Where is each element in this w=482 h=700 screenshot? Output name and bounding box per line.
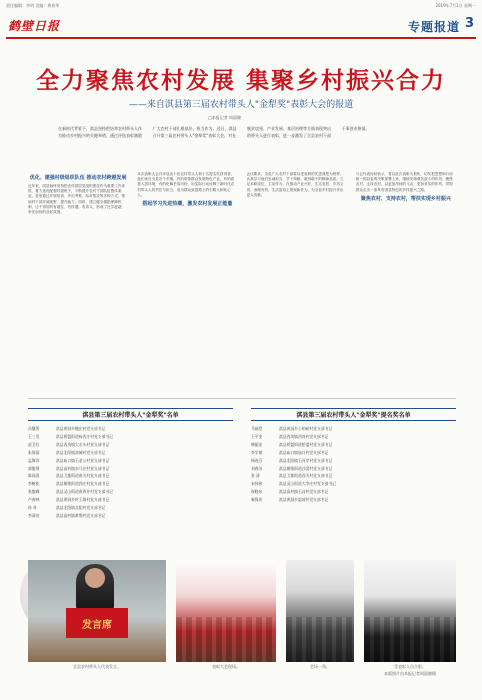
article-column-3 bbox=[247, 172, 347, 394]
article-column-4 bbox=[356, 172, 456, 394]
award-unit: 淇县朝歌街道郭庄村党支部书记 bbox=[56, 481, 110, 487]
award-row bbox=[28, 496, 233, 504]
paragraph-col-3: 会议要求，全县广大农村干部要以受表彰的先进典型为榜样，认真学习他们忠诚担当、甘于奉献、敢闯敢干的精神品质，立足本职岗位，主动作为，在推动产业兴旺、生态宜居、乡风文明、治理有效、生活富裕上展现新作为，为全县乡村振兴作出更大贡献。 bbox=[246, 172, 344, 197]
award-row bbox=[28, 433, 233, 441]
award-row bbox=[251, 441, 456, 449]
award-unit: 淇县灵山街道南四井村党支部书记 bbox=[56, 489, 113, 495]
award-row bbox=[28, 512, 233, 520]
page-meta-right: 2019年7月1日 星期一 bbox=[435, 3, 476, 8]
award-unit: 淇县朝歌街道沙窝村党支部书记 bbox=[279, 465, 333, 471]
award-name: 苗卫红 bbox=[28, 441, 40, 447]
award-name: 王三发 bbox=[28, 433, 40, 439]
award-row bbox=[251, 433, 456, 441]
group-photo bbox=[364, 560, 456, 662]
award-unit: 淇县北阳镇油城村党支部书记 bbox=[56, 449, 106, 455]
award-row bbox=[28, 449, 233, 457]
award-row bbox=[251, 425, 456, 433]
award-name: 崔晓东 bbox=[251, 489, 263, 495]
award-unit: 淇县西岗镇西岗村党支部书记 bbox=[279, 433, 329, 439]
award-unit: 淇县卫都街道西关村党支部书记 bbox=[279, 473, 333, 479]
award-list-nominees bbox=[251, 408, 456, 550]
audience bbox=[286, 617, 354, 662]
subhead-2: 搭起学习先进热潮，激发农村发展正能量 bbox=[142, 201, 233, 208]
award-name: 张俊峰 bbox=[28, 489, 40, 495]
award-name: 冯继智 bbox=[28, 426, 40, 431]
award-name: 马福堂 bbox=[251, 426, 263, 431]
award-name: 王平安 bbox=[251, 433, 263, 439]
audience-photo bbox=[286, 560, 354, 662]
award-row bbox=[28, 504, 233, 512]
award-row bbox=[251, 449, 456, 457]
award-unit: 淇县桥盟街道杨晋庄村党支部书记 bbox=[56, 433, 113, 439]
award-unit: 淇县高村镇石河村党支部书记 bbox=[279, 489, 329, 495]
subhead-3: 聚焦农村、支持农村，帮扶实现乡村振兴 bbox=[360, 195, 451, 202]
masthead-divider bbox=[6, 37, 476, 39]
award-row bbox=[251, 488, 456, 496]
award-list-winners bbox=[28, 408, 233, 550]
paragraph-col-1: 近年来，淇县始终坚持把农村基层党组织建设作为重要工作来抓，着力选优配强村级班子，不断提升农村干部队伍整体素质。县里通过开展培训、外出考察、结对帮扶等多种方式，帮助村干部开阔视野、提升能力。同时，建立健全激励保障机制，让干得好的有地位、有待遇、有奔头，形成了比学赶超、争先创优的良好氛围。 bbox=[28, 184, 126, 215]
award-name: 韩振宏 bbox=[251, 441, 263, 447]
award-name: 陈同喜 bbox=[28, 473, 40, 479]
masthead bbox=[6, 14, 476, 36]
photo-strip bbox=[28, 560, 456, 676]
section-title: 专题报道 bbox=[407, 20, 460, 34]
award-name: 刘春芳 bbox=[251, 465, 263, 471]
award-name: 李清亮 bbox=[28, 512, 40, 518]
podium-banner: 发言席 bbox=[66, 608, 128, 638]
award-unit: 淇县黄洞乡纣王殿村党支部书记 bbox=[56, 497, 110, 503]
award-row bbox=[28, 488, 233, 496]
award-name: 李树松 bbox=[28, 481, 40, 487]
award-unit: 淇县庙口镇庙口村党支部书记 bbox=[279, 449, 329, 455]
award-name: 秦保庆 bbox=[251, 497, 263, 503]
award-name: 郭俊领 bbox=[28, 465, 40, 471]
award-unit: 淇县卫都街道南关村党支部书记 bbox=[56, 473, 110, 479]
meeting-hall-photo bbox=[176, 560, 276, 662]
award-unit: 淇县高村镇东马庄村党支部书记 bbox=[56, 465, 110, 471]
photo-caption: 会场一角。 bbox=[310, 664, 330, 669]
paragraph-col-4: 与会代表纷纷表示，将以此次表彰为契机，切实把思想和行动统一到县委的决策部署上来，继续发扬艰苦奋斗的作风，聚焦农村、支持农村，以更加昂扬的斗志、更加务实的作风，带领群众走出一条具有淇县特色的乡村振兴之路。 bbox=[355, 172, 453, 192]
award-unit: 淇县高村镇黄堆村党支部书记 bbox=[56, 512, 106, 518]
article-intro: 在新时代背景下，淇县坚持把培养农村带头人作为推动乡村振兴的关键举措，通过评选表彰激励广大农村干部扎根基层、担当作为。近日，淇县召开第三届农村带头人"金犁奖"表彰大会，对在脱贫攻坚、产业发展、基层治理等方面表现突出的带头人进行表彰，进一步激发了全县农村干部干事创业热情。 bbox=[58, 126, 370, 138]
photo-caption: 全县农村带头人代表发言。 bbox=[73, 664, 121, 669]
award-name: 杨连芬 bbox=[251, 457, 263, 463]
audience bbox=[176, 617, 276, 662]
article-column-1 bbox=[28, 172, 128, 394]
award-lists bbox=[28, 408, 456, 550]
article-body bbox=[28, 172, 456, 394]
award-unit: 淇县庙口镇石老公村党支部书记 bbox=[56, 457, 110, 463]
award-row bbox=[251, 472, 456, 480]
award-name: 孟海洋 bbox=[28, 457, 40, 463]
photo-caption: 表彰大会现场。 bbox=[212, 664, 240, 669]
award-name: 卢春林 bbox=[28, 497, 40, 503]
award-unit: 淇县黄洞乡鲍庄村党支部书记 bbox=[56, 426, 106, 431]
award-name: 朱保国 bbox=[28, 449, 40, 455]
article-headline: 全力聚焦农村发展 集聚乡村振兴合力 bbox=[35, 68, 446, 94]
audience bbox=[364, 617, 456, 662]
award-row bbox=[28, 441, 233, 449]
newspaper-logo: 鹤壁日报 bbox=[8, 19, 61, 33]
photo-card-3 bbox=[286, 560, 354, 676]
award-row bbox=[251, 457, 456, 465]
page-number: 3 bbox=[464, 16, 474, 31]
award-row bbox=[28, 480, 233, 488]
subhead-1: 优化、建强村级组织队伍 推动农村跨越发展 bbox=[29, 175, 127, 181]
award-unit: 淇县桥盟街道桥盟村党支部书记 bbox=[279, 441, 333, 447]
award-row bbox=[251, 465, 456, 473]
section-divider bbox=[28, 398, 456, 399]
award-row bbox=[251, 496, 456, 504]
photo-card-4 bbox=[364, 560, 456, 676]
award-unit: 淇县黄洞乡小柏峪村党支部书记 bbox=[279, 426, 333, 431]
photo-card-1 bbox=[28, 560, 166, 676]
award-list-rows bbox=[28, 425, 233, 520]
page-meta-bar bbox=[6, 3, 476, 10]
award-row bbox=[28, 472, 233, 480]
article-byline: □本报记者 周晨晓 bbox=[208, 115, 242, 120]
award-row bbox=[28, 457, 233, 465]
award-name: 李学斌 bbox=[251, 449, 263, 455]
article-subheadline: ——来自淇县第三届农村带头人"金犁奖"表彰大会的报道 bbox=[128, 100, 354, 110]
award-row bbox=[28, 425, 233, 433]
award-unit: 淇县灵山街道大李庄村党支部书记 bbox=[279, 481, 336, 487]
article-column-2 bbox=[137, 172, 237, 394]
speaker-face bbox=[85, 568, 105, 588]
photo-caption: 受表彰人员合影。 bbox=[394, 664, 426, 669]
award-name: 张 涛 bbox=[251, 473, 260, 479]
award-name: 宋伟伟 bbox=[251, 481, 263, 487]
photo-card-2 bbox=[176, 560, 276, 676]
award-row bbox=[251, 480, 456, 488]
award-list-rows bbox=[251, 425, 456, 504]
award-unit: 淇县西岗镇大水头村党支部书记 bbox=[56, 441, 110, 447]
paragraph-col-2: 本次表彰大会共评选出十佳农村带头人和十名提名奖获得者，他们来自全县各个乡镇，有的带领群众发展特色产业，有的改善人居环境，有的化解矛盾纠纷，用实际行动诠释了新时代农村带头人的责任与担当，成为群众致富路上的引路人和贴心人。 bbox=[137, 172, 235, 197]
award-row bbox=[28, 465, 233, 473]
award-list-title: 淇县第三届农村带头人"金犁奖"名单 bbox=[28, 408, 233, 421]
speaker-photo bbox=[28, 560, 166, 662]
page-meta-left: 责任编辑：李明 美编：黄春华 bbox=[6, 3, 60, 8]
photo-credit: 本版图片由本报记者周晨晓摄 bbox=[384, 671, 436, 676]
award-unit: 淇县北阳镇北阳村党支部书记 bbox=[56, 505, 106, 511]
award-name: 孙 奇 bbox=[28, 505, 37, 511]
award-unit: 淇县北阳镇石河岸村党支部书记 bbox=[279, 457, 333, 463]
award-unit: 淇县黄洞乡温坡村党支部书记 bbox=[279, 497, 329, 503]
award-list-title: 淇县第三届农村带头人"金犁奖"提名奖名单 bbox=[251, 408, 456, 421]
